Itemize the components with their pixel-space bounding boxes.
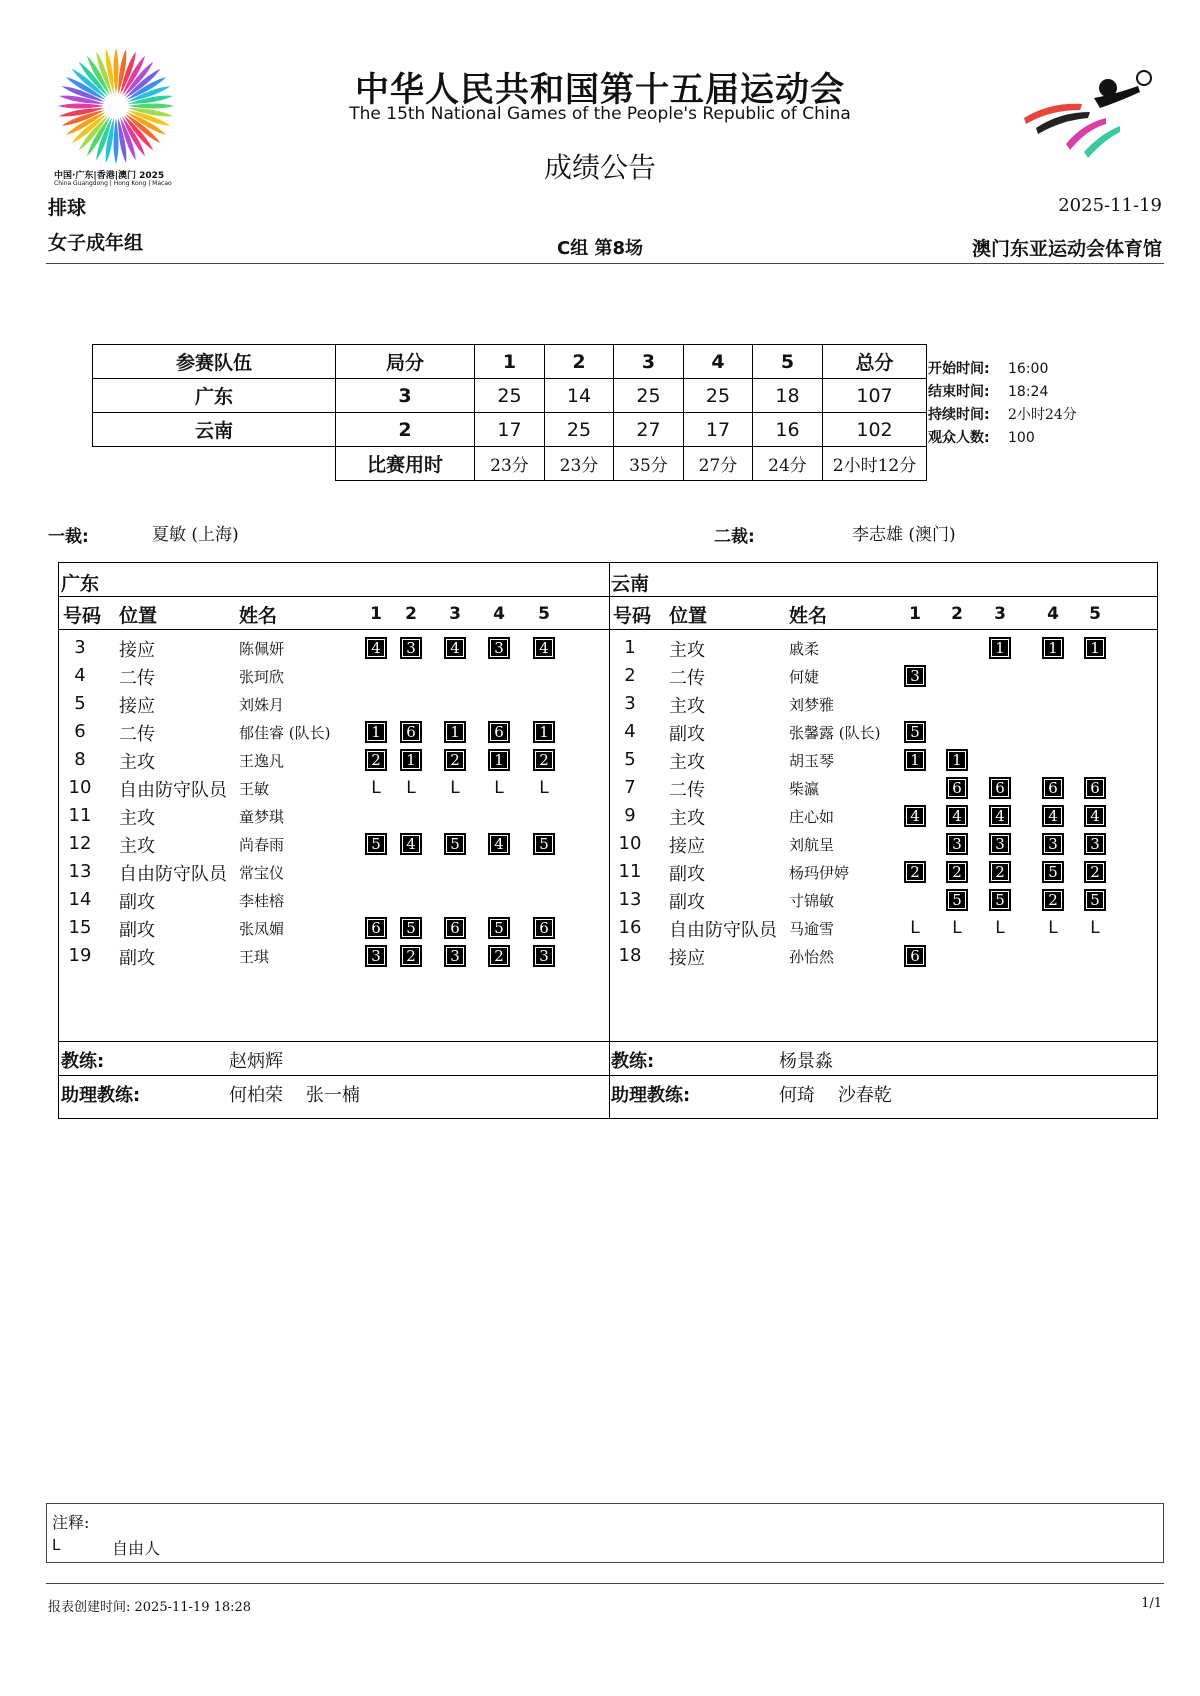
player-number: 13 [68,861,92,882]
header-total: 总分 [823,345,927,379]
team-name: 广东 [93,379,336,413]
team-name: 云南 [611,573,650,595]
second-referee-label: 二裁: [714,527,755,547]
lineup-position: 5 [488,917,510,939]
group-match: C组 第8场 [556,238,643,259]
player-position: 自由防守队员 [669,920,777,941]
player-row [609,745,1157,773]
player-row [609,633,1157,661]
duration-label: 持续时间: [928,407,990,423]
duration: 2小时24分 [1008,407,1077,423]
player-row [59,717,609,745]
player-row [609,773,1157,801]
lineup-position: 2 [365,749,387,771]
player-row [609,941,1157,969]
player-row [59,829,609,857]
divider [609,1075,1157,1076]
player-name: 陈佩妍 [239,640,285,658]
lineup-position: 2 [533,749,555,771]
team-rosters [58,562,1158,1119]
player-row [609,717,1157,745]
lineup-position: 2 [400,945,422,967]
lineup-position: 4 [444,637,466,659]
player-name: 尚春雨 [239,836,285,854]
header-set-2: 2 [951,604,963,624]
set-score: 27 [614,413,684,447]
player-number: 2 [624,665,636,686]
sets-won: 3 [336,379,475,413]
player-row [59,941,609,969]
end-time-label: 结束时间: [928,384,990,400]
player-name: 刘航呈 [789,836,835,854]
lineup-position: 1 [989,637,1011,659]
score-table [92,344,927,481]
assistant-coach-label: 助理教练: [611,1085,691,1106]
lineup-position: 3 [365,945,387,967]
player-number: 11 [68,805,92,826]
page-number: 1/1 [1141,1596,1162,1611]
player-number: 8 [74,749,86,770]
header-set-2: 2 [545,345,614,379]
header-set-1: 1 [909,604,921,624]
lineup-position: 5 [533,833,555,855]
roster-team-2 [609,563,1157,1118]
divider [59,596,609,597]
player-name: 马逾雪 [789,920,835,938]
notes-text: 自由人 [112,1539,161,1558]
second-referee: 李志雄 (澳门) [852,525,956,545]
document-title: 成绩公告 [543,151,656,184]
libero-mark: L [995,918,1005,938]
lineup-position: 3 [946,833,968,855]
player-position: 副攻 [669,724,705,745]
player-number: 7 [624,777,636,798]
lineup-position: 2 [989,861,1011,883]
sets-won: 2 [336,413,475,447]
libero-mark: L [910,918,920,938]
spectators-row [928,427,1077,450]
set-score: 18 [753,379,823,413]
roster-team-1 [59,563,610,1118]
player-position: 主攻 [119,752,155,773]
score-row-team-1 [93,379,927,413]
player-name: 孙怡然 [789,948,835,966]
set-score: 25 [684,379,753,413]
lineup-position: 5 [365,833,387,855]
lineup-position: 3 [444,945,466,967]
match-info [928,358,1077,450]
lineup-position: 6 [946,777,968,799]
coach-label: 教练: [61,1051,105,1072]
divider [609,1041,1157,1042]
header-position: 位置 [669,605,708,627]
lineup-position: 1 [365,721,387,743]
assistant-coaches: 何琦 沙春乾 [779,1085,892,1106]
player-position: 二传 [119,668,155,689]
lineup-position: 6 [989,777,1011,799]
lineup-position: 6 [488,721,510,743]
lineup-position: 4 [989,805,1011,827]
player-number: 13 [618,889,642,910]
player-position: 接应 [669,948,705,969]
report-created: 报表创建时间: 2025-11-19 18:28 [48,1600,252,1615]
lineup-position: 1 [946,749,968,771]
player-position: 主攻 [669,640,705,661]
lineup-position: 1 [1042,637,1064,659]
games-title-en: The 15th National Games of the People's Republic of China [349,104,851,124]
player-name: 王敏 [239,780,270,798]
lineup-position: 1 [1084,637,1106,659]
lineup-position: 4 [533,637,555,659]
venue: 澳门东亚运动会体育馆 [971,238,1162,260]
lineup-position: 6 [533,917,555,939]
lineup-position: 2 [946,861,968,883]
player-name: 童梦琪 [239,808,285,826]
notes-code: L [52,1536,61,1554]
libero-mark: L [450,778,460,798]
header-set-4: 4 [493,604,505,624]
player-number: 14 [68,889,92,910]
player-position: 副攻 [119,948,155,969]
header-name: 姓名 [239,605,278,627]
lineup-position: 4 [1042,805,1064,827]
sport-name: 排球 [48,197,87,219]
header-set-5: 5 [538,604,550,624]
player-number: 15 [68,917,92,938]
end-time: 18:24 [1008,384,1049,400]
lineup-position: 4 [1084,805,1106,827]
player-position: 接应 [669,836,705,857]
lineup-position: 2 [1084,861,1106,883]
set-duration: 23分 [545,447,614,481]
player-row [609,801,1157,829]
header-set-2: 2 [405,604,417,624]
player-name: 刘姝月 [239,696,285,714]
first-referee: 夏敏 (上海) [152,525,239,545]
player-position: 副攻 [669,864,705,885]
player-position: 二传 [669,668,705,689]
header-set-5: 5 [753,345,823,379]
lineup-position: 4 [904,805,926,827]
divider [59,1041,609,1042]
first-referee-label: 一裁: [48,527,89,547]
libero-mark: L [539,778,549,798]
player-name: 李桂榕 [239,892,285,910]
player-name: 寸锦敏 [789,892,835,910]
lineup-position: 4 [365,637,387,659]
player-row [609,857,1157,885]
blank-cell [93,447,336,481]
lineup-position: 1 [400,749,422,771]
player-row [59,773,609,801]
player-row [59,745,609,773]
total-points: 107 [823,379,927,413]
player-number: 9 [624,805,636,826]
duration-row [928,404,1077,427]
player-position: 副攻 [119,892,155,913]
player-number: 1 [624,637,636,658]
player-name: 张凤媚 [239,920,285,938]
player-row [59,689,609,717]
lineup-position: 3 [904,665,926,687]
header-set-3: 3 [614,345,684,379]
libero-mark: L [952,918,962,938]
set-duration: 27分 [684,447,753,481]
header-number: 号码 [63,605,102,627]
start-time-row [928,358,1077,381]
end-time-row [928,381,1077,404]
set-duration: 35分 [614,447,684,481]
header-set-5: 5 [1089,604,1101,624]
player-position: 二传 [669,780,705,801]
header-sets-won: 局分 [336,345,475,379]
notes-box [46,1503,1164,1563]
player-name: 胡玉琴 [789,752,835,770]
start-time-label: 开始时间: [928,361,990,377]
player-number: 11 [618,861,642,882]
header-set-3: 3 [449,604,461,624]
header-number: 号码 [613,605,652,627]
set-duration: 24分 [753,447,823,481]
player-position: 副攻 [669,892,705,913]
libero-mark: L [1090,918,1100,938]
duration-label: 比赛用时 [336,447,475,481]
player-row [609,913,1157,941]
divider [609,629,1157,630]
player-row [59,661,609,689]
libero-mark: L [1048,918,1058,938]
set-score: 16 [753,413,823,447]
lineup-position: 1 [444,721,466,743]
set-score: 25 [614,379,684,413]
lineup-position: 2 [488,945,510,967]
duration-row [93,447,927,481]
player-position: 副攻 [119,920,155,941]
player-name: 王逸凡 [239,752,285,770]
lineup-position: 5 [444,833,466,855]
lineup-position: 6 [1084,777,1106,799]
player-number: 12 [68,833,92,854]
player-name: 庄心如 [789,808,835,826]
set-score: 17 [475,413,545,447]
team-name: 云南 [93,413,336,447]
score-row-team-2 [93,413,927,447]
lineup-position: 5 [1084,889,1106,911]
libero-mark: L [371,778,381,798]
player-position: 接应 [119,640,155,661]
player-row [59,885,609,913]
player-number: 19 [68,945,92,966]
games-title-cn: 中华人民共和国第十五届运动会 [355,70,845,110]
lineup-position: 3 [400,637,422,659]
header-set-4: 4 [684,345,753,379]
lineup-position: 2 [1042,889,1064,911]
assistant-coaches: 何柏荣 张一楠 [229,1085,360,1106]
lineup-position: 5 [1042,861,1064,883]
player-number: 10 [68,777,92,798]
coach-label: 教练: [611,1051,655,1072]
player-number: 16 [618,917,642,938]
header-position: 位置 [119,605,158,627]
header-team: 参赛队伍 [93,345,336,379]
lineup-position: 2 [904,861,926,883]
player-name: 王琪 [239,948,270,966]
player-name: 何婕 [789,668,820,686]
lineup-position: 5 [946,889,968,911]
libero-mark: L [406,778,416,798]
player-row [59,913,609,941]
header-set-1: 1 [370,604,382,624]
lineup-position: 5 [989,889,1011,911]
player-position: 主攻 [669,808,705,829]
notes-label: 注释: [52,1513,90,1532]
player-number: 3 [624,693,636,714]
lineup-position: 4 [400,833,422,855]
logo-caption-cn: 中国·广东|香港|澳门 2025 [54,171,165,181]
set-score: 25 [475,379,545,413]
assistant-coach-label: 助理教练: [61,1085,141,1106]
lineup-position: 5 [904,721,926,743]
player-number: 5 [74,693,86,714]
player-row [609,661,1157,689]
lineup-position: 1 [533,721,555,743]
spectators-label: 观众人数: [928,430,990,446]
header-divider [46,263,1164,264]
lineup-position: 6 [1042,777,1064,799]
lineup-position: 3 [989,833,1011,855]
lineup-position: 4 [488,833,510,855]
set-score: 14 [545,379,614,413]
player-position: 接应 [119,696,155,717]
lineup-position: 2 [444,749,466,771]
player-number: 4 [624,721,636,742]
set-duration: 23分 [475,447,545,481]
player-name: 张珂欣 [239,668,285,686]
coach-name: 赵炳辉 [229,1051,283,1072]
lineup-position: 1 [904,749,926,771]
logo-caption-en: China Guangdong | Hong Kong | Macao [54,180,172,187]
lineup-position: 6 [365,917,387,939]
lineup-position: 5 [400,917,422,939]
lineup-position: 4 [946,805,968,827]
total-duration: 2小时12分 [823,447,927,481]
lineup-position: 6 [400,721,422,743]
player-name: 柴瀛 [789,780,820,798]
player-row [59,857,609,885]
player-row [59,633,609,661]
libero-mark: L [494,778,504,798]
player-number: 4 [74,665,86,686]
lineup-position: 6 [904,945,926,967]
player-row [59,801,609,829]
event-category: 女子成年组 [48,232,144,254]
coach-name: 杨景淼 [779,1051,833,1072]
footer-divider [46,1583,1164,1584]
player-row [609,829,1157,857]
player-position: 主攻 [119,808,155,829]
player-name: 戚柔 [789,640,820,658]
player-number: 6 [74,721,86,742]
player-name: 杨玛伊婷 [789,864,850,882]
player-number: 10 [618,833,642,854]
lineup-position: 6 [444,917,466,939]
player-row [609,885,1157,913]
player-name: 张馨露 (队长) [789,724,881,742]
total-points: 102 [823,413,927,447]
lineup-position: 3 [1042,833,1064,855]
player-number: 5 [624,749,636,770]
header-set-1: 1 [475,345,545,379]
spectators: 100 [1008,430,1035,446]
header-set-3: 3 [994,604,1006,624]
lineup-position: 1 [488,749,510,771]
divider [59,629,609,630]
set-score: 17 [684,413,753,447]
header-name: 姓名 [789,605,828,627]
divider [609,596,1157,597]
player-position: 自由防守队员 [119,864,227,885]
player-row [609,689,1157,717]
match-date: 2025-11-19 [1058,195,1162,216]
score-header-row [93,345,927,379]
player-position: 主攻 [669,752,705,773]
start-time: 16:00 [1008,361,1049,377]
divider [59,1075,609,1076]
player-number: 3 [74,637,86,658]
player-position: 主攻 [119,836,155,857]
player-name: 刘梦雅 [789,696,835,714]
player-position: 二传 [119,724,155,745]
player-position: 主攻 [669,696,705,717]
lineup-position: 3 [533,945,555,967]
player-name: 常宝仪 [239,864,285,882]
lineup-position: 3 [1084,833,1106,855]
lineup-position: 3 [488,637,510,659]
set-score: 25 [545,413,614,447]
player-name: 郁佳睿 (队长) [239,724,331,742]
player-number: 18 [618,945,642,966]
team-name: 广东 [61,573,100,595]
player-position: 自由防守队员 [119,780,227,801]
header-set-4: 4 [1047,604,1059,624]
